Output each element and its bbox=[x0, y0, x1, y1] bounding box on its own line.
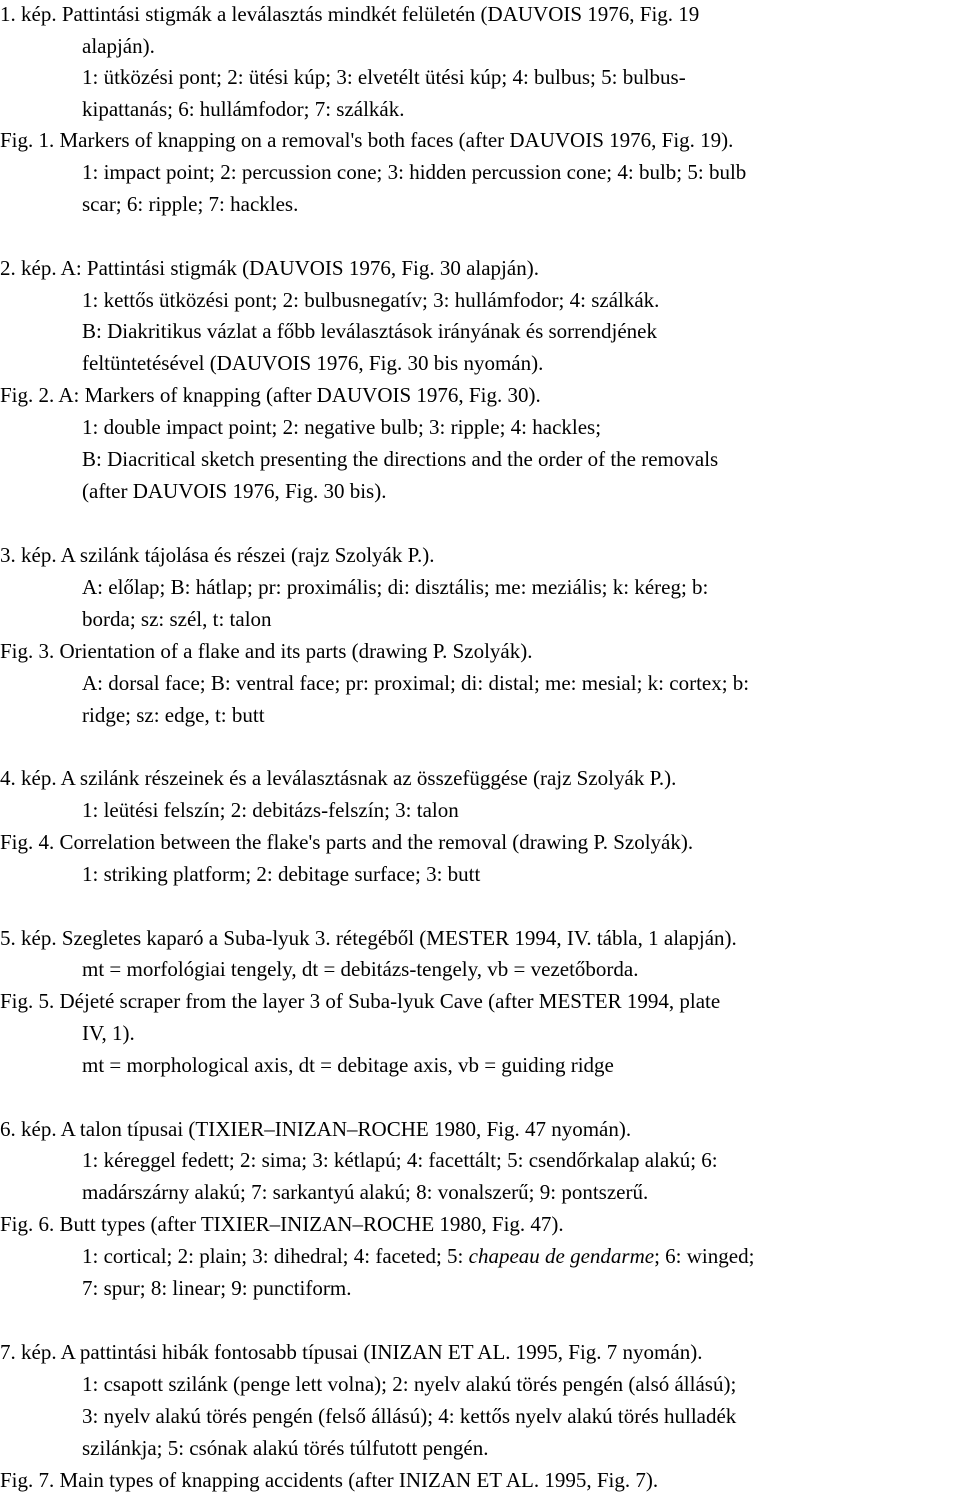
caption-4-legend-hu: 1: leütési felszín; 2: debitázs-felszín; 3: talon bbox=[82, 798, 459, 822]
caption-6-legend-hu-cont: madárszárny alakú; 7: sarkantyú alakú; 8: vonalszerű; 9: pontszerű. bbox=[82, 1180, 649, 1204]
caption-5-legend-hu: mt = morfológiai tengely, dt = debitázs-tengely, vb = vezetőborda. bbox=[82, 957, 639, 981]
caption-3-legend-en-cont: ridge; sz: edge, t: butt bbox=[82, 703, 265, 727]
caption-3-legend-hu-cont: borda; sz: szél, t: talon bbox=[82, 607, 272, 631]
caption-1-title-hu: 1. kép. Pattintási stigmák a leválasztás mindkét felületén (DAUVOIS 1976, Fig. 19 bbox=[0, 2, 700, 26]
caption-7-title-en: Fig. 7. Main types of knapping accidents (after INIZAN ET AL. 1995, Fig. 7). bbox=[0, 1468, 659, 1492]
caption-5-title-en-cont: IV, 1). bbox=[82, 1021, 135, 1045]
caption-2-title-hu: 2. kép. A: Pattintási stigmák (DAUVOIS 1976, Fig. 30 alapján). bbox=[0, 256, 539, 280]
caption-7-legend-hu-cont: 3: nyelv alakú törés pengén (felső állású); 4: kettős nyelv alakú törés hulladék bbox=[82, 1404, 737, 1428]
caption-3-title-en: Fig. 3. Orientation of a flake and its parts (drawing P. Szolyák). bbox=[0, 639, 533, 663]
caption-1-title-en: Fig. 1. Markers of knapping on a removal's both faces (after DAUVOIS 1976, Fig. 19). bbox=[0, 128, 734, 152]
caption-3-title-hu: 3. kép. A szilánk tájolása és részei (rajz Szolyák P.). bbox=[0, 543, 435, 567]
caption-5-title-hu: 5. kép. Szegletes kaparó a Suba-lyuk 3. rétegéből (MESTER 1994, IV. tábla, 1 alapján). bbox=[0, 926, 737, 950]
caption-2-legend-hu: 1: kettős ütközési pont; 2: bulbusnegatív; 3: hullámfodor; 4: szálkák. bbox=[82, 288, 660, 312]
caption-1-legend-hu-cont: kipattanás; 6: hullámfodor; 7: szálkák. bbox=[82, 97, 405, 121]
caption-5-legend-en: mt = morphological axis, dt = debitage axis, vb = guiding ridge bbox=[82, 1053, 614, 1077]
caption-2-sketch-hu: B: Diakritikus vázlat a főbb leválasztások irányának és sorrendjének bbox=[82, 319, 657, 343]
caption-1-legend-en-cont: scar; 6: ripple; 7: hackles. bbox=[82, 192, 299, 216]
caption-6-title-en: Fig. 6. Butt types (after TIXIER–INIZAN–ROCHE 1980, Fig. 47). bbox=[0, 1212, 564, 1236]
caption-1-legend-en: 1: impact point; 2: percussion cone; 3: hidden percussion cone; 4: bulb; 5: bulb bbox=[82, 160, 747, 184]
caption-3-legend-hu: A: előlap; B: hátlap; pr: proximális; di: disztális; me: meziális; k: kéreg; b: bbox=[82, 575, 709, 599]
caption-2-title-en: Fig. 2. A: Markers of knapping (after DAUVOIS 1976, Fig. 30). bbox=[0, 383, 541, 407]
caption-2-legend-en: 1: double impact point; 2: negative bulb; 3: ripple; 4: hackles; bbox=[82, 415, 602, 439]
caption-7-legend-hu: 1: csapott szilánk (penge lett volna); 2: nyelv alakú törés pengén (alsó állású); bbox=[82, 1372, 737, 1396]
caption-3-legend-en: A: dorsal face; B: ventral face; pr: proximal; di: distal; me: mesial; k: cortex; b: bbox=[82, 671, 750, 695]
caption-7-legend-hu-cont2: szilánkja; 5: csónak alakú törés túlfutott pengén. bbox=[82, 1436, 489, 1460]
caption-2-sketch-en: B: Diacritical sketch presenting the directions and the order of the removals bbox=[82, 447, 719, 471]
caption-2-sketch-hu-cont: feltüntetésével (DAUVOIS 1976, Fig. 30 bis nyomán). bbox=[82, 351, 544, 375]
caption-4-title-en: Fig. 4. Correlation between the flake's parts and the removal (drawing P. Szolyák). bbox=[0, 830, 694, 854]
caption-7-title-hu: 7. kép. A pattintási hibák fontosabb típusai (INIZAN ET AL. 1995, Fig. 7 nyomán). bbox=[0, 1340, 703, 1364]
italic-term: chapeau de gendarme bbox=[468, 1244, 655, 1268]
caption-6-legend-en-cont: 7: spur; 8: linear; 9: punctiform. bbox=[82, 1276, 352, 1300]
caption-4-title-hu: 4. kép. A szilánk részeinek és a leválasztásnak az összefüggése (rajz Szolyák P.). bbox=[0, 766, 677, 790]
caption-6-legend-en: 1: cortical; 2: plain; 3: dihedral; 4: faceted; 5: chapeau de gendarme; 6: winged; bbox=[82, 1244, 755, 1268]
caption-4-legend-en: 1: striking platform; 2: debitage surface; 3: butt bbox=[82, 862, 481, 886]
caption-1-title-hu-cont: alapján). bbox=[82, 34, 155, 58]
caption-1-legend-hu: 1: ütközési pont; 2: ütési kúp; 3: elvetélt ütési kúp; 4: bulbus; 5: bulbus- bbox=[82, 65, 686, 89]
caption-2-sketch-en-cont: (after DAUVOIS 1976, Fig. 30 bis). bbox=[82, 479, 387, 503]
caption-5-title-en: Fig. 5. Déjeté scraper from the layer 3 of Suba-lyuk Cave (after MESTER 1994, plate bbox=[0, 989, 721, 1013]
caption-6-legend-hu: 1: kéreggel fedett; 2: sima; 3: kétlapú; 4: facettált; 5: csendőrkalap alakú; 6: bbox=[82, 1148, 718, 1172]
caption-6-title-hu: 6. kép. A talon típusai (TIXIER–INIZAN–ROCHE 1980, Fig. 47 nyomán). bbox=[0, 1117, 632, 1141]
